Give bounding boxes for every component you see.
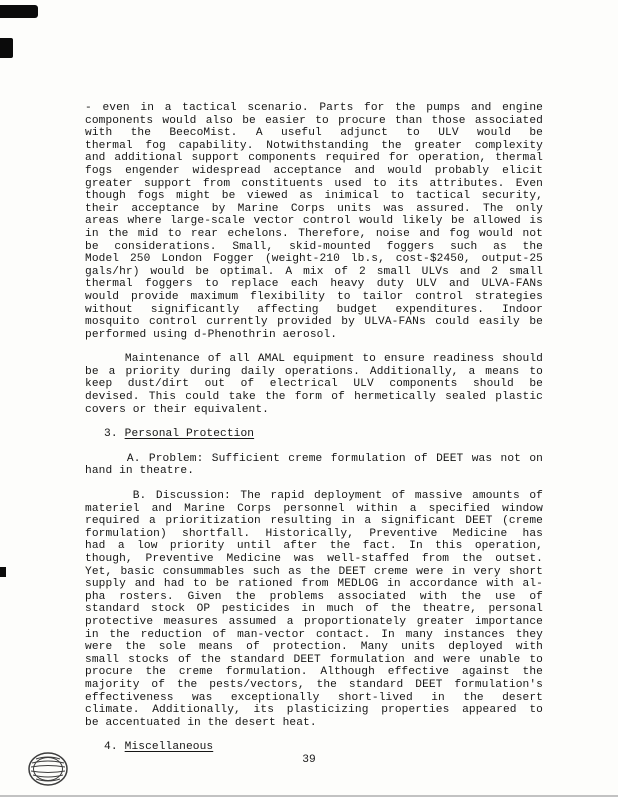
text-line: without significantly affecting budget expenditures. Indoor bbox=[85, 303, 543, 316]
text-line: mosquito control currently provided by ULVA-FANs could easily be bbox=[85, 316, 543, 329]
scan-artifact-left-dash bbox=[0, 567, 6, 577]
section-heading-personal-protection bbox=[85, 428, 543, 441]
text-line: fogs engender widespread acceptance and would probably elicit bbox=[85, 164, 543, 177]
section-number: 4. bbox=[104, 741, 118, 754]
text-line: in the reduction of man-vector contact. In many instances they bbox=[85, 628, 543, 641]
text-line: thermal foggers to replace each heavy duty ULV and ULVA-FANs bbox=[85, 278, 543, 291]
page-number: 39 bbox=[302, 754, 316, 766]
text-line: standard stock OP pesticides in much of the theatre, personal bbox=[85, 603, 543, 616]
text-line: keep dust/dirt out of electrical ULV components should be bbox=[85, 378, 543, 391]
section-title: Personal Protection bbox=[124, 428, 255, 441]
text-line: and additional support components required for operation, thermal bbox=[85, 152, 543, 165]
text-line: pha rosters. Given the problems associated with the use of bbox=[85, 590, 543, 603]
section-number: 3. bbox=[104, 428, 118, 441]
paragraph-maintenance bbox=[85, 353, 543, 416]
text-line: components would also be easier to procure than those associated bbox=[85, 114, 543, 127]
text-line: would provide maximum flexibility to tailor control strategies bbox=[85, 290, 543, 303]
text-line: covers or their equivalent. bbox=[85, 403, 269, 416]
paragraph-discussion bbox=[85, 490, 543, 729]
text-line: though, Preventive Medicine was well-staffed from the outset. bbox=[85, 553, 543, 565]
text-line: effectiveness was exceptionally short-lived in the desert bbox=[85, 691, 543, 704]
text-line: Yet, basic consummables such as the DEET creme were in very short bbox=[85, 565, 543, 578]
text-line: had a low priority until after the fact. In this operation, bbox=[85, 540, 543, 553]
text-line: supply and had to be rationed from MEDLOG in accordance with al- bbox=[85, 578, 543, 591]
text-line: - even in a tactical scenario. Parts for the pumps and engine bbox=[85, 102, 543, 114]
text-line: small stocks of the standard DEET formulation and were unable to bbox=[85, 653, 543, 666]
section-title: Miscellaneous bbox=[124, 741, 214, 754]
text-line: Model 250 London Fogger (weight-210 lb.s, cost-$2450, output-25 bbox=[85, 253, 543, 266]
text-line: be considerations. Small, skid-mounted foggers such as the bbox=[85, 240, 543, 253]
text-line: climate. Additionally, its plasticizing properties appeared to bbox=[85, 704, 543, 717]
paragraph-problem bbox=[85, 453, 543, 478]
text-line: majority of the pests/vectors, the standard DEET formulation's bbox=[85, 678, 543, 691]
section-heading-miscellaneous bbox=[85, 741, 543, 754]
text-line: greater support from constituents used to its attributes. Even bbox=[85, 177, 543, 190]
text-line: their acceptance by Marine Corps units was assured. The only bbox=[85, 202, 543, 215]
text-line: devised. This could take the form of hermetically sealed plastic bbox=[85, 391, 543, 404]
text-line: protective measures assumed a proportionately greater importance bbox=[85, 615, 543, 628]
text-line: hand in theatre. bbox=[85, 465, 195, 478]
text-line: be accentuated in the desert heat. bbox=[85, 716, 317, 729]
text-line: B. Discussion: The rapid deployment of massive amounts of bbox=[85, 490, 543, 503]
text-line: performed using d-Phenothrin aerosol. bbox=[85, 328, 338, 341]
text-line: were the sole means of protection. Many units deployed with bbox=[85, 641, 543, 654]
text-line: though fogs might be viewed as inimical to tactical security, bbox=[85, 190, 543, 203]
text-line: gals/hr) would be optimal. A mix of 2 small ULVs and 2 small bbox=[85, 265, 543, 278]
text-line: Maintenance of all AMAL equipment to ensure readiness should bbox=[85, 353, 543, 366]
text-line: be a priority during daily operations. Additionally, a means to bbox=[85, 365, 543, 378]
text-line: thermal fog capability. Notwithstanding the greater complexity bbox=[85, 139, 543, 152]
text-line: formulation) shortfall. Historically, Preventive Medicine has bbox=[85, 527, 543, 540]
text-line: areas where large-scale vector control would likely be allowed is bbox=[85, 215, 543, 228]
text-line: in the mid to rear echelons. Therefore, noise and fog would not bbox=[85, 227, 543, 240]
text-line: with the BeecoMist. A useful adjunct to ULV would be bbox=[85, 127, 543, 140]
text-line: A. Problem: Sufficient creme formulation of DEET was not on bbox=[85, 452, 543, 465]
text-line: materiel and Marine Corps personnel within a specified window bbox=[85, 502, 543, 515]
text-line: required a prioritization resulting in a significant DEET (creme bbox=[85, 515, 543, 528]
paragraph-ulv-thermal-fog bbox=[85, 102, 543, 341]
scan-artifact-top-bar bbox=[0, 5, 38, 18]
scan-artifact-left-square bbox=[0, 38, 13, 58]
stamp-seal-icon bbox=[26, 750, 70, 793]
text-line: procure the creme formulation. Although effective against the bbox=[85, 666, 543, 679]
document-text bbox=[85, 102, 543, 766]
